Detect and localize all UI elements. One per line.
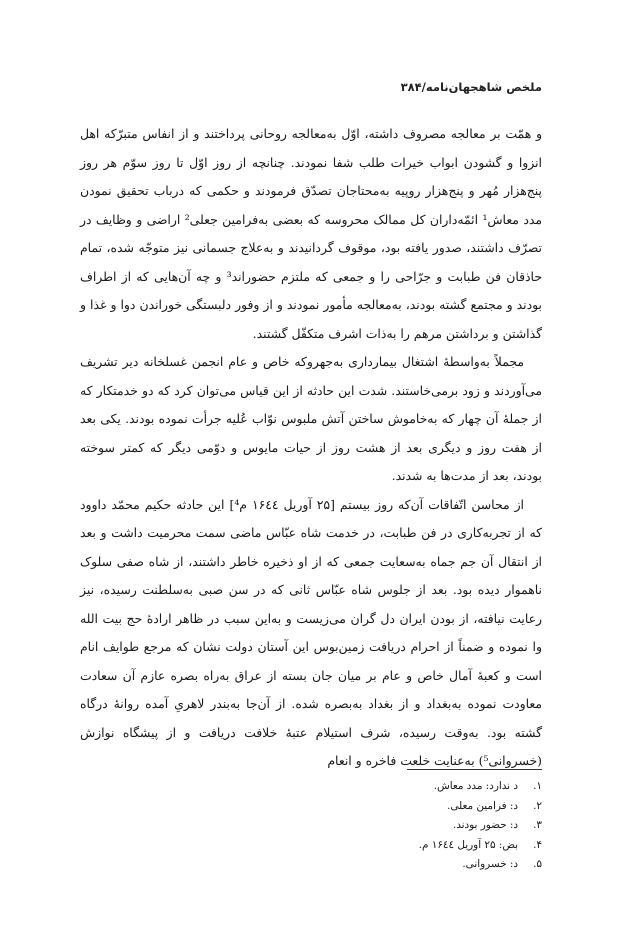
footnote-separator — [407, 769, 542, 770]
main-text — [80, 120, 542, 776]
running-header: ملخص شاهجهان‌نامه/۳۸۴ — [400, 80, 542, 94]
paragraph: از محاسن اتّفاقات آن‌که روز بیستم [۲۵ آوریل ۱۶٤٤ م⁴] این حادثه حکیم محمّد داوود که از تجربه‌کاری در فن طبابت، در خدمت شاه عبّاس ماضی سمت محرمیت داشت و بعد از انتقال آن جم جماه به‌سعایت جمعی که از او ذخیره خاطر داشتند، از شاه صفی سلوک ناهموار دیده بود. بعد از جلوس شاه عبّاس ثانی که در سن صبی به‌سلطنت رسیده، نیز رعایت نیافته، از بودن ایران دل گران می‌زیست و به‌این سبب در ظاهر ارادهٔ حج بیت الله وا نموده و ضمناً از احرام دریافت زمین‌بوس این آستان دولت نشان که مرجع طوایف انام است و کعبهٔ آمال خاص و عام بر میان جان بسته از عراق به‌راه بصره عازم آن سعادت معاودت نموده به‌بغداد و از بغداد به‌بصره شده. از آن‌جا به‌بندر لاهریِ آمده روانهٔ درگاه گشته بود. به‌وقت رسیده، شرف استیلام عتبهٔ خلافت دریافت و از پیشگاه نوازش (خسروانی⁵) به‌عنایت خلعت فاخره و انعام — [80, 496, 542, 768]
footnote-text: د ندارد: مدد معاش. — [433, 780, 518, 792]
footnote-number: ۳. — [533, 819, 542, 832]
footnote — [80, 777, 542, 797]
footnotes-list — [80, 777, 542, 875]
footnote-number: ۱. — [533, 780, 542, 792]
paragraph: و همّت بر معالجه مصروف داشته، اوّل به‌معالجه روحانی پرداختند و از انفاس متبرّکه اهل انزوا و گشودن ابواب خیرات طلب شفا نمودند. چنانچه از روز اوّل تا روز سوّم هر روز پنج‌هزار مُهر و پنج‌هزار روپیه به‌محتاجان تصدّق فرمودند و حکمی که درباب تحقیق نمودن مدد معاش¹ ائمّه‌داران کل ممالک محروسه که بعضی به‌فرامین جعلی² اراضی و وظایف در تصرّف داشتند، صدور یافته بود، موقوف گردانیدند و به‌علاج جسمانی نیز متوجّه شده، تمام حاذقان فن طبابت و جرّاحی را و جمعی که ملتزم حضوراند³ و چه آن‌هایی که از اطراف بودند و مجتمع گشته بودند، به‌معالجه مأمور نمودند و از وفور دلبستگی خوراندن دوا و غذا و گذاشتن و برداشتن مرهم را به‌ذات اشرف متکفّل گشتند. — [80, 126, 542, 341]
footnote — [80, 855, 542, 875]
paragraph: مجملاً به‌واسطهٔ اشتغال بیمارداری به‌جهروکه خاص و عام انجمن غسلخانه دیر تشریف می‌آوردند و زود برمی‌خاستند. شدت این حادثه از این قیاس می‌توان کرد که دو خدمتکار که از جملهٔ آن چهار که به‌خاموش ساختن آتش ملبوس نوّاب عُلیه جرأت نموده بودند. یکی بعد از هفت روز و دیگری بعد از هشت روز از حیات مایوس و دوّمی دیگر که کمتر سوخته بودند، بعد از مدت‌ها به شدند. — [80, 354, 542, 483]
footnote — [80, 836, 542, 856]
footnote-number: ۵. — [533, 858, 542, 871]
footnote — [80, 797, 542, 817]
footnote-text: د: فرامین معلی. — [447, 799, 518, 812]
footnote-text: بض: ۲۵ آوریل ۱۶٤٤ م. — [418, 838, 518, 851]
footnote — [80, 816, 542, 836]
footnote-number: ۴. — [533, 838, 542, 851]
footnote-text: د: حضور بودند. — [452, 819, 518, 832]
footnote-number: ۲. — [533, 799, 542, 812]
footnote-text: د: خسروانی. — [462, 858, 518, 871]
